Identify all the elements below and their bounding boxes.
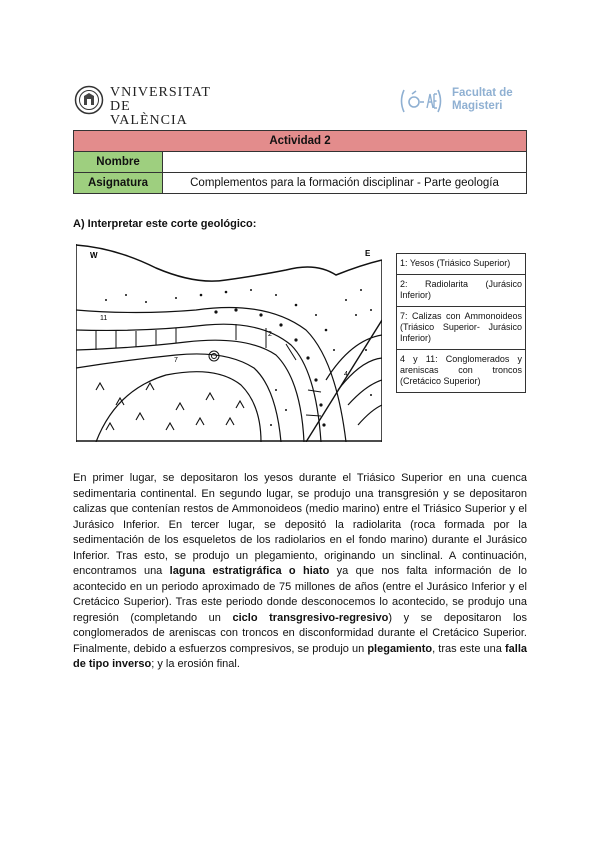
interpretation-paragraph: En primer lugar, se depositaron los yesos durante el Triásico Superior en una cuenca sedimentaria continental. En segundo lugar, se produjo una transgresión y se depositaron calizas que contenían restos de Ammonoideos (medio marino) entre el Triásico Superior y el Jurásico Inferior. En tercer lugar, se depositó la radiolarita (roca formada por la sedimentación de los esqueletos de los radiolarios en el fondo marino) durante el Jurásico Inferior. Tras esto, se produjo un plegamiento, originando un sinclinal. A continuación, encontramos una laguna estratigráfica o hiato ya que nos falta información de lo acontecido en un periodo aproximado de 75 millones de años (entre el Jurásico Inferior y el Cretácico Superior). Tras este periodo donde desconocemos lo acontecido, se produjo una regresión (completando un ciclo transgresivo-regresivo) y se depositaron los conglomerados de areniscas con troncos en disconformidad durante el Cretácico Superior. Finalmente, debido a esfuerzos compresivos, se produjo un plegamiento, tras este una falla de tipo inverso; y la erosión final. <box>73 472 528 670</box>
figure-label-w: W <box>90 251 98 260</box>
university-name-line2: DE VALÈNCIA <box>110 99 188 128</box>
bold-term: falla de tipo inverso <box>73 642 528 670</box>
faculty-logo <box>398 86 528 118</box>
figure-label-e: E <box>365 249 371 258</box>
bold-term: laguna estratigráfica o hiato <box>169 565 330 577</box>
subject-label: Asignatura <box>74 173 163 194</box>
figure-label-4: 4 <box>344 371 348 378</box>
figure-label-11: 11 <box>100 315 108 322</box>
legend-item: 2: Radiolarita (Jurásico Inferior) <box>397 275 526 307</box>
legend-item: 4 y 11: Conglomerados y areniscas con troncos (Cretácico Superior) <box>397 350 526 393</box>
section-heading: A) Interpretar este corte geológico: <box>73 218 257 230</box>
name-label: Nombre <box>74 152 163 173</box>
faculty-mark-icon <box>398 86 444 116</box>
name-field[interactable] <box>163 152 527 173</box>
geological-cross-section <box>76 240 382 442</box>
faculty-name-line1: Facultat de <box>452 87 513 99</box>
activity-header-table <box>73 130 527 194</box>
legend-item: 1: Yesos (Triásico Superior) <box>397 254 526 275</box>
subject-value: Complementos para la formación disciplinar - Parte geología <box>163 173 527 194</box>
bold-term: plegamiento <box>367 642 433 655</box>
figure-label-7: 7 <box>174 357 178 364</box>
university-seal-icon <box>74 85 104 115</box>
faculty-name-line2: Magisteri <box>452 100 503 112</box>
figure-legend <box>396 253 526 393</box>
activity-title: Actividad 2 <box>74 131 527 152</box>
university-logo <box>74 85 211 128</box>
university-name-line1: VNIVERSITAT <box>110 85 211 100</box>
figure-label-2: 2 <box>268 331 272 338</box>
legend-item: 7: Calizas con Ammonoideos (Triásico Superior- Jurásico Inferior) <box>397 307 526 350</box>
bold-term: ciclo transgresivo-regresivo <box>232 611 389 624</box>
